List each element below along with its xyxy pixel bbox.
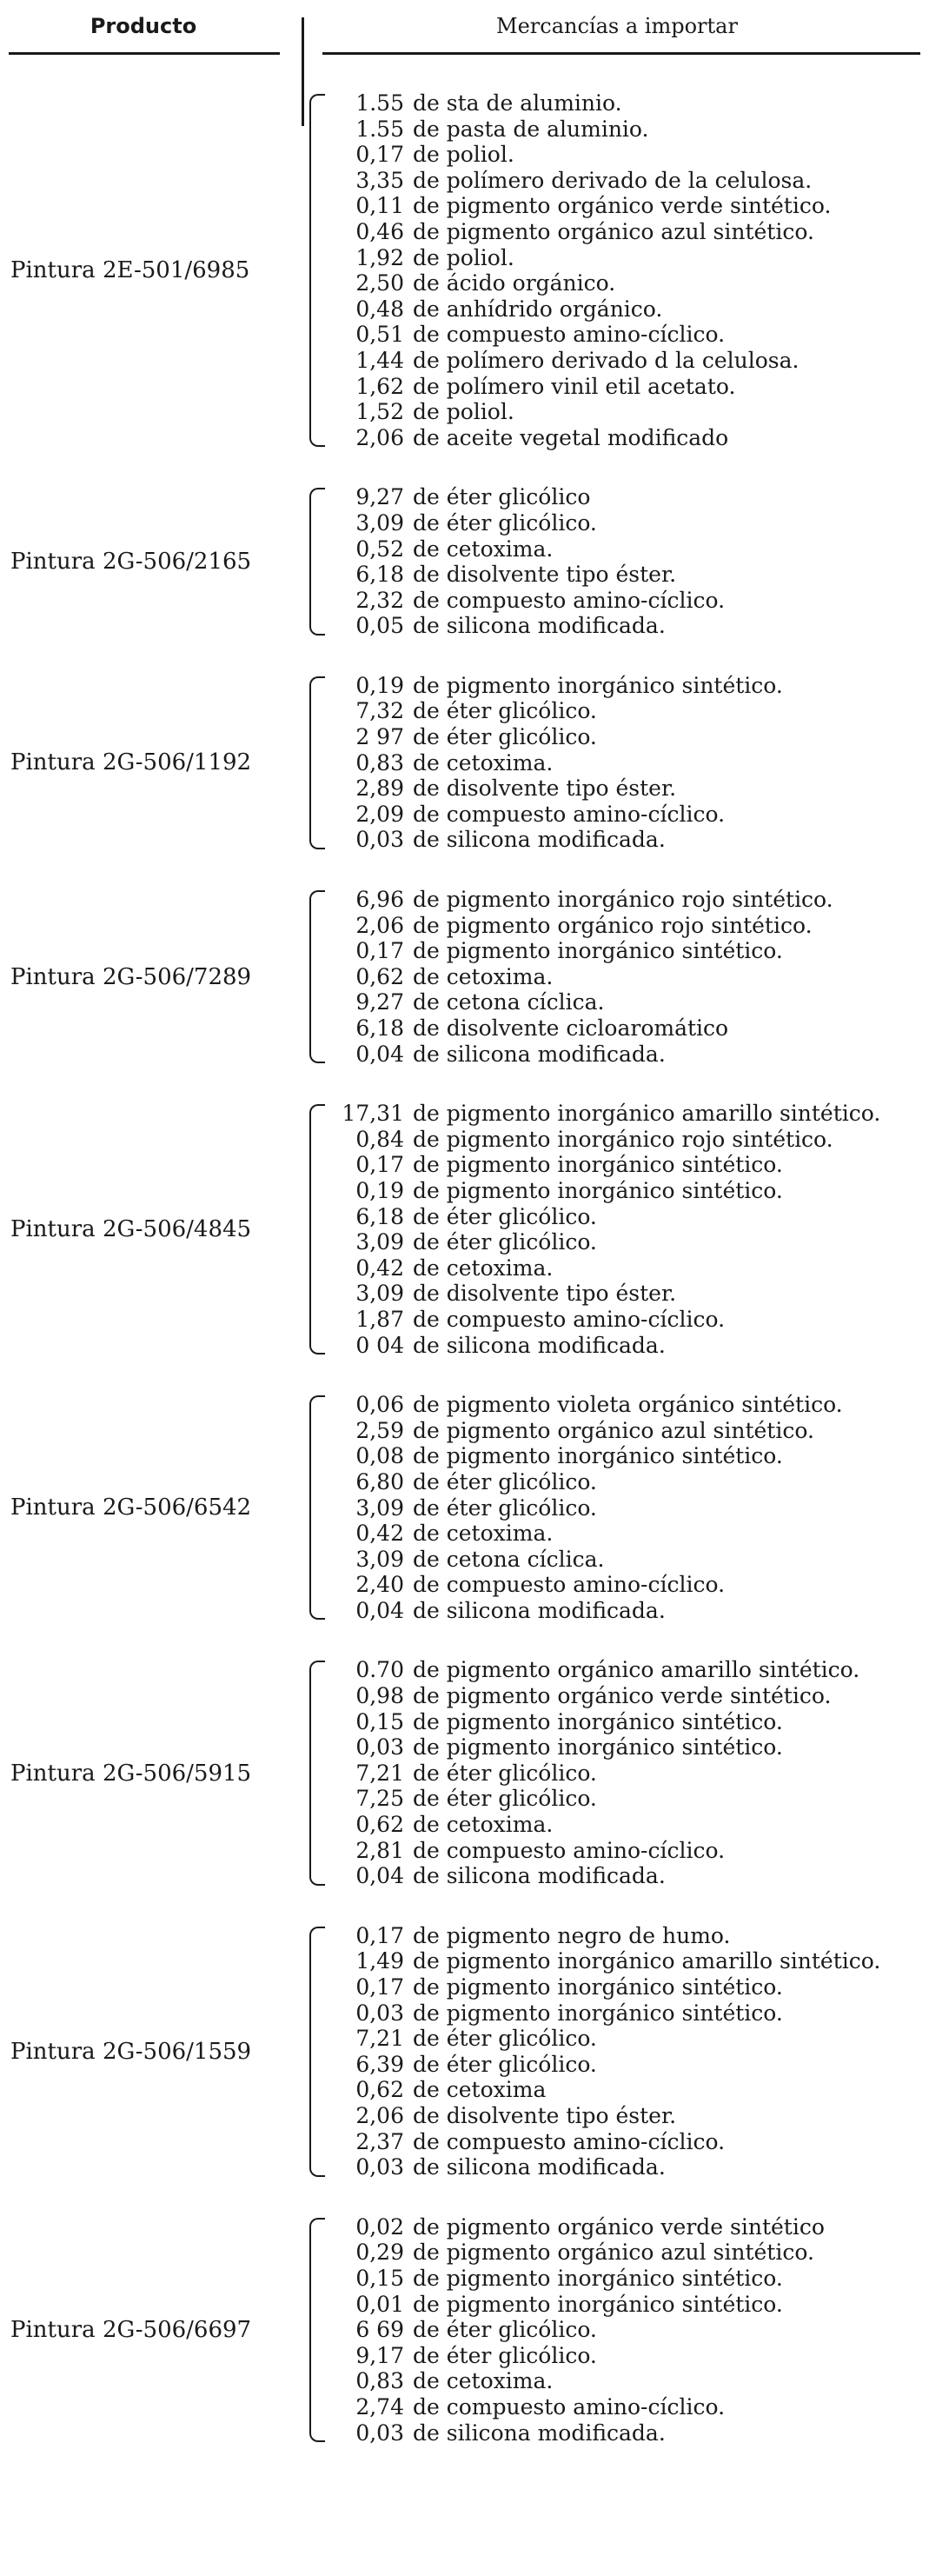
- goods-quantity: 6,18: [355, 1203, 404, 1229]
- goods-item: [332, 2266, 914, 2292]
- goods-description: de compuesto amino-cíclico.: [413, 1572, 726, 1598]
- goods-description: de silicona modificada.: [413, 1597, 666, 1623]
- goods-item: [332, 1178, 914, 1204]
- goods-description: de pigmento negro de humo.: [413, 1922, 731, 1948]
- goods-item: [332, 588, 914, 614]
- goods-quantity: 0,04: [355, 1041, 404, 1067]
- goods-item: [332, 2103, 914, 2129]
- goods-list: [332, 484, 914, 639]
- product-group: [0, 484, 929, 639]
- goods-description: de pigmento orgánico azul sintético.: [413, 1417, 814, 1443]
- goods-description: de éter glicólico.: [413, 1468, 597, 1494]
- goods-description: de polímero derivado de la celulosa.: [413, 167, 813, 193]
- goods-item: [332, 193, 914, 219]
- goods-item: [332, 296, 914, 323]
- goods-quantity: 0,29: [355, 2240, 404, 2266]
- product-name: Pintura 2G-506/4845: [10, 1216, 252, 1243]
- goods-description: de pigmento orgánico verde sintético: [413, 2213, 825, 2240]
- goods-description: de pigmento inorgánico sintético.: [413, 1443, 783, 1469]
- goods-quantity: 6,80: [355, 1468, 404, 1494]
- goods-description: de cetoxima.: [413, 1255, 554, 1281]
- goods-description: de pigmento inorgánico sintético.: [413, 2291, 783, 2317]
- goods-item: [332, 887, 914, 913]
- goods-quantity: 0,15: [355, 2265, 404, 2291]
- goods-item: [332, 775, 914, 802]
- goods-item: [332, 1812, 914, 1838]
- goods-list: [332, 887, 914, 1067]
- goods-description: de poliol.: [413, 399, 514, 425]
- goods-quantity: 1,62: [355, 373, 404, 399]
- goods-quantity: 7,25: [355, 1786, 404, 1812]
- goods-quantity: 0,11: [355, 193, 404, 219]
- goods-description: de disolvente tipo éster.: [413, 562, 677, 588]
- goods-item: [332, 1127, 914, 1153]
- goods-description: de éter glicólico.: [413, 2026, 597, 2052]
- goods-description: de cetoxima: [413, 2077, 547, 2103]
- product-group: [0, 1101, 929, 1358]
- goods-item: [332, 90, 914, 116]
- goods-quantity: 1,49: [355, 1948, 404, 1974]
- goods-description: de cetoxima.: [413, 2368, 554, 2394]
- group-brace: [309, 2218, 325, 2442]
- goods-description: de pigmento inorgánico sintético.: [413, 1152, 783, 1178]
- goods-quantity: 1,87: [355, 1306, 404, 1332]
- goods-quantity: 0,03: [355, 2000, 404, 2026]
- goods-list: [332, 673, 914, 853]
- goods-item: [332, 1443, 914, 1469]
- goods-quantity: 17,31: [342, 1101, 404, 1127]
- goods-quantity: 0 04: [355, 1332, 404, 1358]
- goods-item: [332, 219, 914, 245]
- goods-quantity: 7,21: [355, 2026, 404, 2052]
- goods-quantity: 2,89: [355, 775, 404, 802]
- goods-description: de éter glicólico: [413, 484, 591, 510]
- goods-item: [332, 1683, 914, 1709]
- goods-quantity: 3,09: [355, 509, 404, 536]
- goods-quantity: 0,17: [355, 1152, 404, 1178]
- goods-quantity: 1,52: [355, 399, 404, 425]
- goods-description: de silicona modificada.: [413, 2154, 666, 2180]
- goods-item: [332, 536, 914, 562]
- goods-description: de éter glicólico.: [413, 724, 597, 750]
- goods-description: de silicona modificada.: [413, 613, 666, 639]
- header-rule-left: [9, 52, 280, 55]
- goods-quantity: 2,06: [355, 424, 404, 450]
- goods-quantity: 2,74: [355, 2393, 404, 2420]
- goods-description: de polímero vinil etil acetato.: [413, 373, 736, 399]
- goods-description: de cetona cíclica.: [413, 989, 605, 1015]
- goods-description: de éter glicólico.: [413, 2051, 597, 2077]
- goods-item: [332, 1974, 914, 2000]
- goods-item: [332, 1547, 914, 1573]
- header-rule-right: [322, 52, 920, 55]
- goods-item: [332, 1761, 914, 1787]
- goods-quantity: 0,03: [355, 827, 404, 853]
- goods-item: [332, 1709, 914, 1735]
- group-brace: [309, 1661, 325, 1885]
- goods-quantity: 1.55: [355, 116, 404, 142]
- goods-quantity: 0,83: [355, 749, 404, 775]
- goods-item: [332, 2154, 914, 2180]
- goods-item: [332, 1495, 914, 1521]
- goods-item: [332, 938, 914, 964]
- group-brace: [309, 1927, 325, 2177]
- goods-quantity: 2,32: [355, 587, 404, 613]
- goods-item: [332, 2317, 914, 2343]
- goods-description: de pigmento orgánico verde sintético.: [413, 1683, 832, 1709]
- goods-item: [332, 1392, 914, 1418]
- goods-description: de éter glicólico.: [413, 2342, 597, 2368]
- goods-quantity: 0,01: [355, 2291, 404, 2317]
- goods-item: [332, 1418, 914, 1444]
- goods-quantity: 6,39: [355, 2051, 404, 2077]
- goods-quantity: 0,51: [355, 322, 404, 348]
- goods-item: [332, 1838, 914, 1864]
- product-name: Pintura 2G-506/7289: [10, 963, 252, 990]
- goods-item: [332, 750, 914, 776]
- goods-description: de disolvente tipo éster.: [413, 775, 677, 802]
- goods-description: de pigmento inorgánico sintético.: [413, 938, 783, 964]
- goods-item: [332, 1281, 914, 1307]
- goods-description: de aceite vegetal modificado: [413, 424, 729, 450]
- goods-item: [332, 1948, 914, 1974]
- goods-description: de polímero derivado d la celulosa.: [413, 347, 800, 373]
- goods-quantity: 0.70: [355, 1657, 404, 1683]
- goods-description: de sta de aluminio.: [413, 90, 622, 116]
- product-name: Pintura 2G-506/6542: [10, 1494, 252, 1521]
- goods-item: [332, 613, 914, 639]
- goods-description: de compuesto amino-cíclico.: [413, 587, 726, 613]
- product-name: Pintura 2G-506/2165: [10, 549, 252, 576]
- goods-quantity: 0,04: [355, 1863, 404, 1889]
- goods-item: [332, 374, 914, 400]
- goods-description: de ácido orgánico.: [413, 270, 616, 296]
- goods-description: de éter glicólico.: [413, 1494, 597, 1521]
- goods-quantity: 9,27: [355, 484, 404, 510]
- goods-quantity: 6,18: [355, 1015, 404, 1041]
- goods-description: de cetoxima.: [413, 749, 554, 775]
- goods-quantity: 0,62: [355, 963, 404, 989]
- goods-quantity: 1.55: [355, 90, 404, 116]
- goods-item: [332, 1598, 914, 1624]
- product-group: [0, 2214, 929, 2446]
- goods-item: [332, 425, 914, 451]
- goods-description: de compuesto amino-cíclico.: [413, 2128, 726, 2154]
- goods-item: [332, 673, 914, 699]
- goods-quantity: 0,83: [355, 2368, 404, 2394]
- goods-item: [332, 1863, 914, 1889]
- goods-item: [332, 2292, 914, 2318]
- goods-description: de pigmento inorgánico amarillo sintético.: [413, 1101, 881, 1127]
- goods-quantity: 0,52: [355, 536, 404, 562]
- goods-quantity: 6 69: [355, 2317, 404, 2343]
- goods-quantity: 0,02: [355, 2213, 404, 2240]
- goods-item: [332, 2026, 914, 2052]
- goods-item: [332, 2368, 914, 2394]
- goods-quantity: 3,09: [355, 1281, 404, 1307]
- goods-item: [332, 1786, 914, 1812]
- goods-item: [332, 2343, 914, 2369]
- goods-quantity: 2,50: [355, 270, 404, 296]
- goods-list: [332, 90, 914, 450]
- goods-item: [332, 1572, 914, 1598]
- goods-description: de compuesto amino-cíclico.: [413, 801, 726, 827]
- goods-quantity: 0,84: [355, 1126, 404, 1152]
- goods-quantity: 3,09: [355, 1494, 404, 1521]
- goods-description: de cetona cíclica.: [413, 1546, 605, 1572]
- goods-description: de silicona modificada.: [413, 1863, 666, 1889]
- goods-description: de poliol.: [413, 244, 514, 270]
- goods-quantity: 2,06: [355, 2102, 404, 2128]
- goods-description: de pigmento violeta orgánico sintético.: [413, 1392, 843, 1418]
- goods-quantity: 0,98: [355, 1683, 404, 1709]
- goods-quantity: 0,08: [355, 1443, 404, 1469]
- goods-item: [332, 1469, 914, 1495]
- goods-description: de éter glicólico.: [413, 1786, 597, 1812]
- goods-list: [332, 1923, 914, 2180]
- goods-description: de pigmento inorgánico sintético.: [413, 1734, 783, 1761]
- goods-description: de éter glicólico.: [413, 698, 597, 724]
- goods-description: de pigmento inorgánico sintético.: [413, 1974, 783, 2000]
- goods-item: [332, 1152, 914, 1178]
- goods-quantity: 0,62: [355, 1812, 404, 1838]
- product-group: [0, 673, 929, 853]
- goods-item: [332, 1657, 914, 1683]
- goods-description: de compuesto amino-cíclico.: [413, 1306, 726, 1332]
- goods-quantity: 3,09: [355, 1229, 404, 1255]
- goods-description: de disolvente cicloaromático: [413, 1015, 729, 1041]
- group-brace: [309, 676, 325, 849]
- goods-item: [332, 1307, 914, 1333]
- goods-quantity: 0,48: [355, 296, 404, 322]
- goods-description: de éter glicólico.: [413, 1760, 597, 1786]
- goods-item: [332, 348, 914, 374]
- product-group: [0, 1392, 929, 1623]
- goods-item: [332, 2420, 914, 2446]
- goods-item: [332, 2052, 914, 2078]
- goods-description: de cetoxima.: [413, 1521, 554, 1547]
- goods-item: [332, 913, 914, 939]
- goods-item: [332, 698, 914, 724]
- goods-item: [332, 1734, 914, 1761]
- goods-description: de pigmento inorgánico sintético.: [413, 1708, 783, 1734]
- product-table: [0, 90, 929, 2479]
- goods-quantity: 0,19: [355, 672, 404, 698]
- group-brace: [309, 1395, 325, 1620]
- goods-description: de pigmento inorgánico sintético.: [413, 2265, 783, 2291]
- goods-quantity: 0,42: [355, 1521, 404, 1547]
- goods-quantity: 2,81: [355, 1837, 404, 1863]
- goods-quantity: 1,44: [355, 347, 404, 373]
- goods-description: de silicona modificada.: [413, 827, 666, 853]
- goods-quantity: 2 97: [355, 724, 404, 750]
- goods-description: de pasta de aluminio.: [413, 116, 649, 142]
- goods-quantity: 2,09: [355, 801, 404, 827]
- goods-quantity: 0,17: [355, 1922, 404, 1948]
- goods-description: de pigmento orgánico azul sintético.: [413, 2240, 814, 2266]
- goods-item: [332, 1923, 914, 1949]
- goods-item: [332, 1042, 914, 1068]
- group-brace: [309, 1104, 325, 1355]
- goods-quantity: 2,06: [355, 912, 404, 938]
- column-header-goods: Mercancías a importar: [496, 14, 738, 38]
- goods-quantity: 1,92: [355, 244, 404, 270]
- product-name: Pintura 2G-506/1559: [10, 2038, 252, 2065]
- product-group: [0, 887, 929, 1067]
- goods-quantity: 7,32: [355, 698, 404, 724]
- goods-quantity: 0,03: [355, 1734, 404, 1761]
- product-group: [0, 1923, 929, 2180]
- goods-quantity: 2,59: [355, 1417, 404, 1443]
- goods-item: [332, 1333, 914, 1359]
- goods-item: [332, 724, 914, 750]
- goods-quantity: 0,05: [355, 613, 404, 639]
- goods-quantity: 0,04: [355, 1597, 404, 1623]
- goods-description: de silicona modificada.: [413, 2420, 666, 2446]
- goods-quantity: 0,03: [355, 2420, 404, 2446]
- goods-item: [332, 142, 914, 168]
- goods-item: [332, 989, 914, 1015]
- goods-quantity: 0,15: [355, 1708, 404, 1734]
- product-name: Pintura 2G-506/1192: [10, 749, 252, 776]
- product-group: [0, 90, 929, 450]
- goods-list: [332, 2214, 914, 2446]
- goods-description: de anhídrido orgánico.: [413, 296, 663, 322]
- goods-quantity: 0,46: [355, 218, 404, 244]
- goods-item: [332, 116, 914, 143]
- goods-quantity: 2,37: [355, 2128, 404, 2154]
- goods-item: [332, 2394, 914, 2420]
- column-header-product: Producto: [90, 14, 197, 38]
- goods-item: [332, 2240, 914, 2266]
- goods-description: de compuesto amino-cíclico.: [413, 2393, 726, 2420]
- goods-list: [332, 1101, 914, 1358]
- goods-description: de éter glicólico.: [413, 2317, 597, 2343]
- goods-description: de pigmento orgánico verde sintético.: [413, 193, 832, 219]
- goods-item: [332, 802, 914, 828]
- goods-description: de cetoxima.: [413, 963, 554, 989]
- goods-item: [332, 1204, 914, 1230]
- goods-quantity: 0,03: [355, 2154, 404, 2180]
- goods-quantity: 0,17: [355, 142, 404, 168]
- product-group: [0, 1657, 929, 1888]
- goods-quantity: 3,09: [355, 1546, 404, 1572]
- goods-quantity: 0,42: [355, 1255, 404, 1281]
- goods-description: de pigmento orgánico rojo sintético.: [413, 912, 813, 938]
- goods-description: de éter glicólico.: [413, 509, 597, 536]
- goods-quantity: 9,17: [355, 2342, 404, 2368]
- group-brace: [309, 890, 325, 1063]
- goods-quantity: 7,21: [355, 1760, 404, 1786]
- goods-description: de pigmento orgánico amarillo sintético.: [413, 1657, 860, 1683]
- product-name: Pintura 2E-501/6985: [10, 257, 250, 284]
- goods-item: [332, 270, 914, 296]
- goods-description: de poliol.: [413, 142, 514, 168]
- goods-item: [332, 2077, 914, 2103]
- goods-quantity: 0,62: [355, 2077, 404, 2103]
- goods-item: [332, 1255, 914, 1281]
- goods-item: [332, 510, 914, 536]
- goods-item: [332, 168, 914, 194]
- goods-description: de pigmento orgánico azul sintético.: [413, 218, 814, 244]
- goods-quantity: 9,27: [355, 989, 404, 1015]
- goods-description: de disolvente tipo éster.: [413, 1281, 677, 1307]
- goods-item: [332, 1521, 914, 1547]
- goods-item: [332, 2000, 914, 2027]
- group-brace: [309, 488, 325, 636]
- goods-item: [332, 562, 914, 588]
- goods-description: de pigmento inorgánico rojo sintético.: [413, 1126, 833, 1152]
- goods-description: de cetoxima.: [413, 1812, 554, 1838]
- goods-item: [332, 1101, 914, 1127]
- goods-item: [332, 1229, 914, 1255]
- goods-description: de éter glicólico.: [413, 1203, 597, 1229]
- goods-item: [332, 827, 914, 853]
- goods-description: de silicona modificada.: [413, 1041, 666, 1067]
- goods-quantity: 6,96: [355, 887, 404, 913]
- goods-item: [332, 399, 914, 425]
- goods-item: [332, 2129, 914, 2155]
- product-name: Pintura 2G-506/6697: [10, 2316, 252, 2343]
- product-name: Pintura 2G-506/5915: [10, 1760, 252, 1787]
- goods-quantity: 2,40: [355, 1572, 404, 1598]
- goods-quantity: 0,19: [355, 1177, 404, 1203]
- goods-item: [332, 245, 914, 271]
- goods-description: de éter glicólico.: [413, 1229, 597, 1255]
- goods-list: [332, 1657, 914, 1888]
- goods-item: [332, 1015, 914, 1042]
- goods-item: [332, 322, 914, 348]
- goods-item: [332, 964, 914, 990]
- goods-description: de pigmento inorgánico amarillo sintético.: [413, 1948, 881, 1974]
- goods-description: de pigmento inorgánico rojo sintético.: [413, 887, 833, 913]
- goods-quantity: 3,35: [355, 167, 404, 193]
- goods-list: [332, 1392, 914, 1623]
- goods-item: [332, 2214, 914, 2240]
- goods-description: de compuesto amino-cíclico.: [413, 1837, 726, 1863]
- goods-quantity: 6,18: [355, 562, 404, 588]
- group-brace: [309, 94, 325, 447]
- goods-quantity: 0,17: [355, 1974, 404, 2000]
- goods-item: [332, 484, 914, 510]
- goods-description: de cetoxima.: [413, 536, 554, 562]
- goods-description: de pigmento inorgánico sintético.: [413, 672, 783, 698]
- goods-description: de pigmento inorgánico sintético.: [413, 1177, 783, 1203]
- goods-description: de disolvente tipo éster.: [413, 2102, 677, 2128]
- goods-description: de silicona modificada.: [413, 1332, 666, 1358]
- goods-description: de pigmento inorgánico sintético.: [413, 2000, 783, 2026]
- goods-quantity: 0,06: [355, 1392, 404, 1418]
- goods-description: de compuesto amino-cíclico.: [413, 322, 726, 348]
- goods-quantity: 0,17: [355, 938, 404, 964]
